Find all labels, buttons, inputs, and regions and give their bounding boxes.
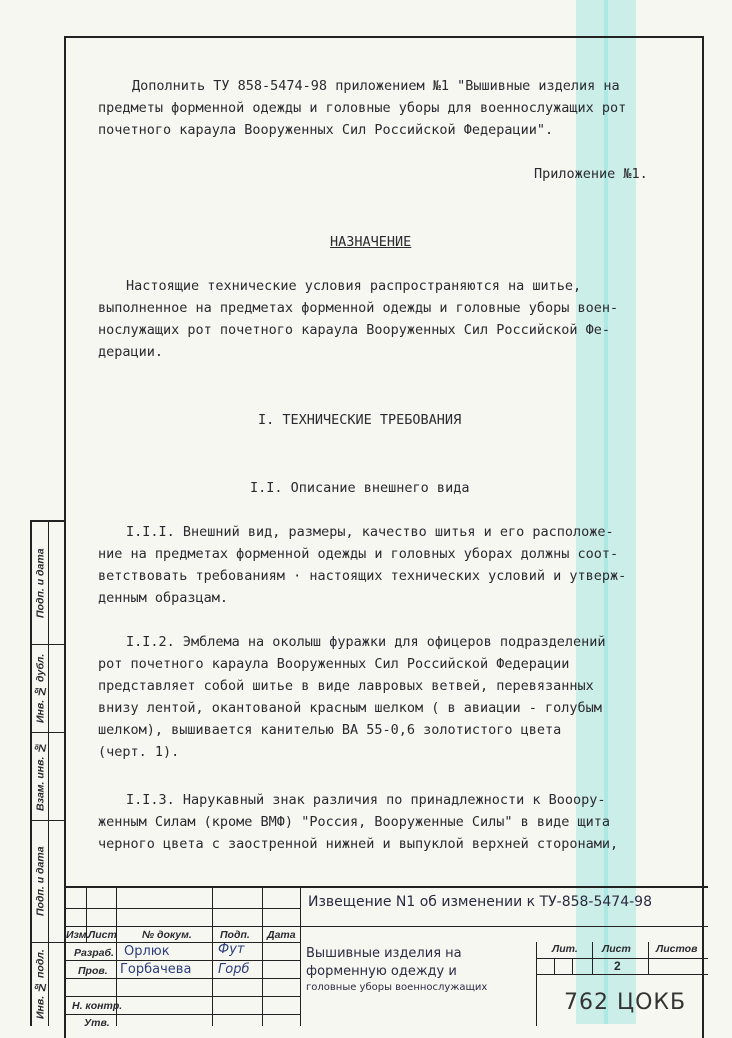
subsection-heading: I.I. Описание внешнего вида: [250, 480, 470, 496]
name-prov: Горбачева: [120, 962, 192, 977]
organization-code: 762 ЦОКБ: [564, 990, 687, 1015]
row-razrab: Разраб.: [74, 947, 114, 959]
paragraph-1-1-1: денным образцам.: [98, 590, 229, 606]
paragraph-1-1-1: ветствовать требованиям · настоящих технических условий и утверж-: [98, 568, 627, 584]
sheet-label: Лист: [602, 943, 631, 955]
signature: Горб: [218, 962, 250, 977]
section-heading: I. ТЕХНИЧЕСКИЕ ТРЕБОВАНИЯ: [258, 412, 462, 428]
paragraph-1-1-1: I.I.I. Внешний вид, размеры, качество шитья и его расположе-: [126, 524, 614, 540]
sheets-label: Листов: [656, 943, 698, 955]
header-list: Лист: [88, 929, 117, 941]
side-stamp: [30, 520, 66, 1026]
lit-label: Лит.: [552, 943, 578, 955]
intro-line: почетного караула Вооруженных Сил Российской Федерации".: [98, 122, 554, 138]
paragraph-1-1-3: черного цвета с заостренной нижней и выпуклой верхней сторонами,: [98, 836, 619, 852]
row-nkontr: Н. контр.: [72, 1000, 123, 1012]
purpose-line: Настоящие технические условия распространяются на шитье,: [126, 278, 582, 294]
header-doc: № докум.: [142, 929, 192, 941]
side-label: Подп. и дата: [34, 548, 47, 618]
doc-title-line: головные уборы военнослужащих: [306, 982, 488, 993]
side-label: Инв. № дубл.: [34, 653, 47, 723]
header-izm: Изм.: [66, 929, 90, 941]
row-utv: Утв.: [84, 1017, 110, 1029]
paragraph-1-1-3: женным Силам (кроме ВМФ) "Россия, Вооруженные Силы" в виде щита: [98, 814, 611, 830]
appendix-label: Приложение №1.: [534, 166, 648, 182]
doc-title-line: Вышивные изделия на: [306, 946, 462, 961]
paragraph-1-1-2: I.I.2. Эмблема на околыш фуражки для офицеров подразделений: [126, 634, 606, 650]
doc-title-line: форменную одежду и: [306, 964, 457, 979]
purpose-heading: НАЗНАЧЕНИЕ: [330, 234, 412, 250]
paragraph-1-1-2: представляет собой шитье в виде лавровых ветвей, перевязанных: [98, 678, 594, 694]
header-podp: Подп.: [220, 929, 250, 941]
name-razrab: Орлюк: [124, 944, 170, 959]
title-block: [64, 886, 708, 1029]
row-prov: Пров.: [78, 965, 108, 977]
signature: Фут: [218, 942, 245, 957]
paragraph-1-1-1: ние на предметах форменной одежды и головных уборах должны соот-: [98, 546, 619, 562]
header-date: Дата: [267, 929, 296, 941]
intro-line: предметы форменной одежды и головные уборы для военнослужащих рот: [98, 100, 627, 116]
sheet-value: 2: [614, 959, 621, 973]
paragraph-1-1-3: I.I.3. Нарукавный знак различия по принадлежности к Вооору-: [126, 792, 606, 808]
change-notice: Извещение N1 об изменении к ТУ-858-5474-98: [308, 894, 652, 910]
purpose-line: нослужащих рот почетного караула Вооруженных Сил Российской Фе-: [98, 322, 611, 338]
paragraph-1-1-2: (черт. 1).: [98, 744, 180, 760]
side-label: Инв. № подл.: [34, 949, 47, 1019]
side-label: Взам. инв. №: [34, 741, 47, 811]
intro-line: Дополнить ТУ 858-5474-98 приложением №1 "Вышивные изделия на: [132, 78, 620, 94]
paragraph-1-1-2: внизу лентой, окантованой красным шелком ( в авиации - голубым: [98, 700, 602, 716]
side-label: Подп. и дата: [34, 846, 47, 916]
paragraph-1-1-2: шелком), вышивается канителью ВА 55-0,6 золотистого цвета: [98, 722, 562, 738]
purpose-line: дерации.: [98, 344, 164, 360]
purpose-line: выполненное на предметах форменной одежды и головные уборы воен-: [98, 300, 619, 316]
paragraph-1-1-2: рот почетного караула Вооруженных Сил Российской Федерации: [98, 656, 570, 672]
